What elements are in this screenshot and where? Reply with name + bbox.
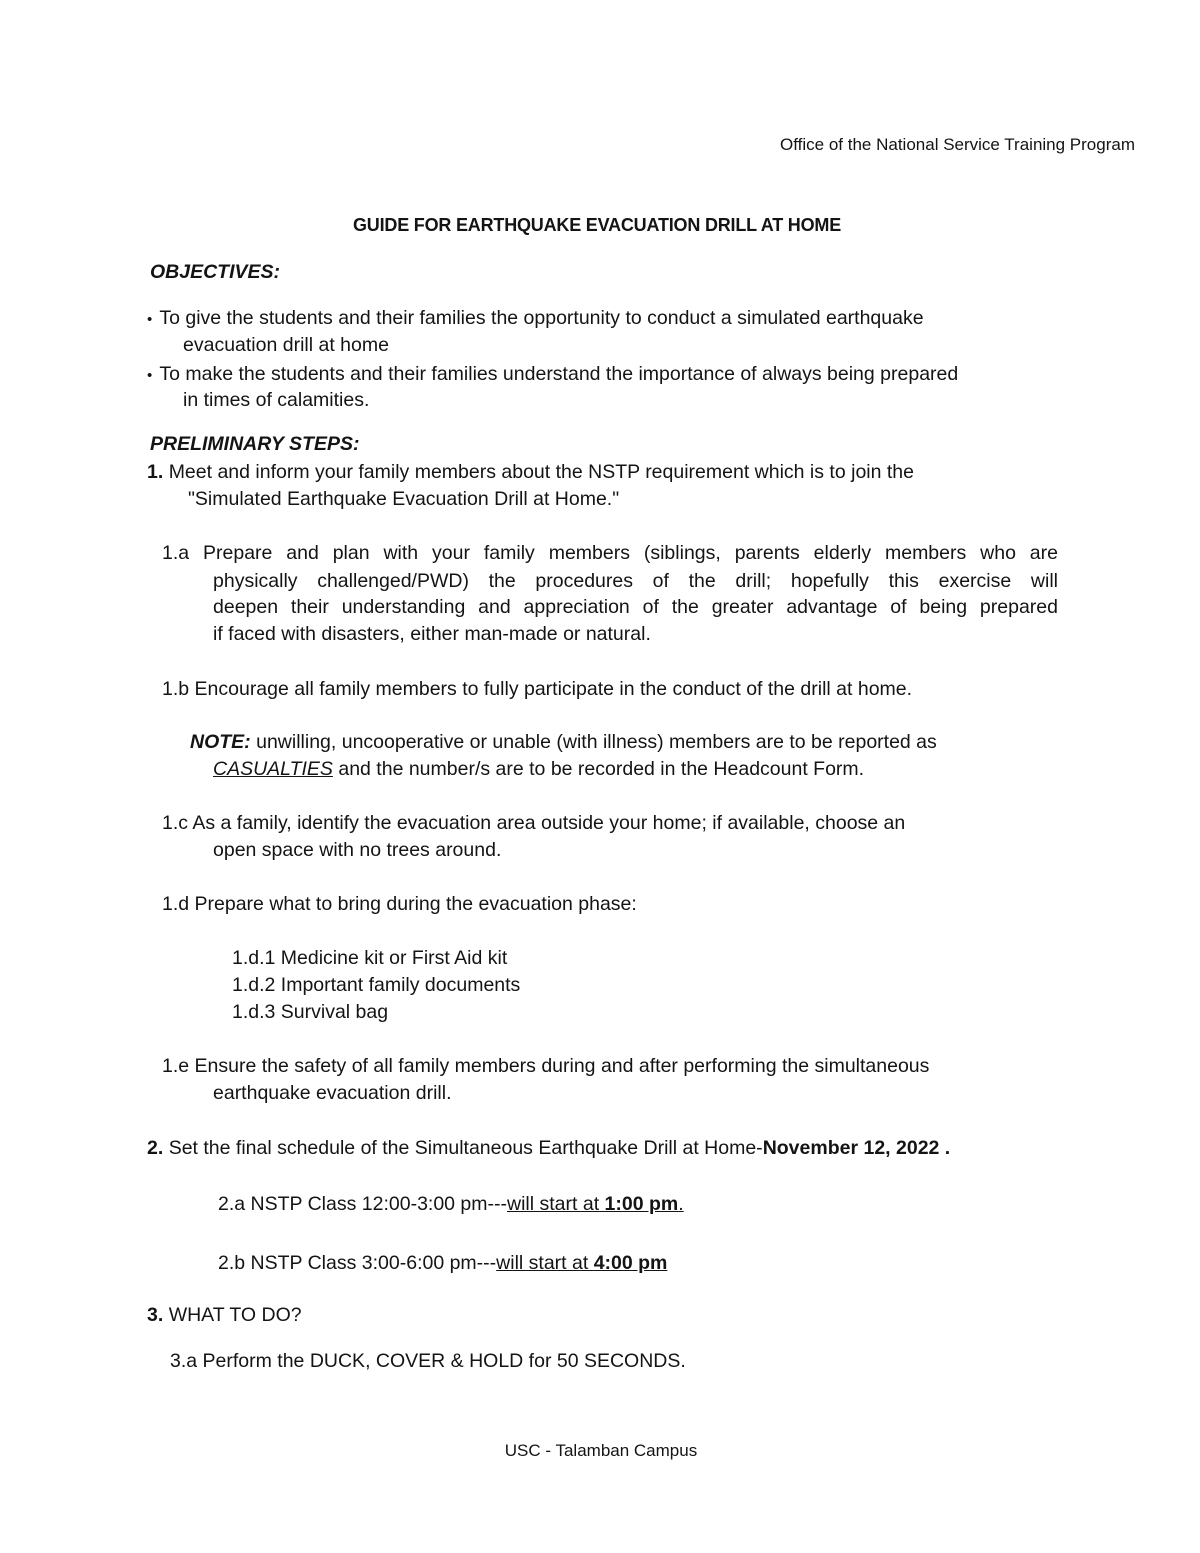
document-title: GUIDE FOR EARTHQUAKE EVACUATION DRILL AT HOME: [353, 215, 841, 235]
step-1e-line-2: earthquake evacuation drill.: [213, 1082, 452, 1104]
step-2a: [218, 1192, 684, 1216]
class-schedule: 2.a NSTP Class 12:00-3:00 pm---: [218, 1193, 508, 1215]
preliminary-steps-heading: PRELIMINARY STEPS:: [150, 433, 360, 455]
objective-item-2: [147, 362, 958, 388]
step-1a-line-4: if faced with disasters, either man-made or natural.: [213, 623, 651, 645]
step-2b: [218, 1251, 667, 1275]
step-number: 1.: [147, 461, 164, 483]
step-number: 3.: [147, 1304, 164, 1326]
objective-item-1-cont: evacuation drill at home: [183, 334, 389, 356]
objective-text: To make the students and their families understand the importance of always being prepared: [159, 363, 959, 385]
step-1c-line-1: 1.c As a family, identify the evacuation area outside your home; if available, choose an: [162, 812, 906, 834]
step-text: Meet and inform your family members about the NSTP requirement which is to join the: [168, 461, 914, 483]
start-label: will start at: [507, 1193, 605, 1215]
step-text: Set the final schedule of the Simultaneous Earthquake Drill at Home-: [168, 1137, 763, 1159]
step-1b: 1.b Encourage all family members to fully participate in the conduct of the drill at home.: [162, 678, 913, 700]
list-item: 1.d.2 Important family documents: [232, 974, 521, 996]
step-1-cont: "Simulated Earthquake Evacuation Drill at Home.": [188, 488, 620, 510]
bullet-icon: •: [147, 367, 153, 384]
casualties-term: CASUALTIES: [213, 758, 333, 780]
drill-date: November 12, 2022 .: [762, 1137, 951, 1159]
footer-campus: USC - Talamban Campus: [504, 1441, 698, 1460]
step-1a-line-2: physically challenged/PWD) the procedures of the drill; hopefully this exercise will: [213, 570, 1058, 592]
note-label: NOTE:: [190, 731, 251, 753]
step-2: [147, 1136, 950, 1160]
step-1a-line-3: deepen their understanding and appreciation of the greater advantage of being prepared: [213, 596, 1058, 618]
list-item: 1.d.1 Medicine kit or First Aid kit: [232, 947, 508, 969]
start-time: 1:00 pm: [604, 1193, 679, 1215]
step-1e-line-1: 1.e Ensure the safety of all family members during and after performing the simultaneous: [162, 1055, 930, 1077]
list-item: 1.d.3 Survival bag: [232, 1001, 389, 1023]
objective-item-2-cont: in times of calamities.: [183, 389, 370, 411]
step-text: WHAT TO DO?: [168, 1304, 302, 1326]
note-line-1: [190, 730, 937, 754]
class-schedule: 2.b NSTP Class 3:00-6:00 pm---: [218, 1252, 497, 1274]
objective-item-1: [147, 306, 924, 332]
step-3a: 3.a Perform the DUCK, COVER & HOLD for 50 SECONDS.: [170, 1350, 686, 1372]
step-number: 2.: [147, 1137, 164, 1159]
note-text: unwilling, uncooperative or unable (with illness) members are to be reported as: [256, 731, 937, 753]
step-1: [147, 460, 914, 484]
step-3: [147, 1303, 302, 1327]
step-1a-line-1: 1.a Prepare and plan with your family members (siblings, parents elderly members who are: [162, 542, 1058, 564]
start-time: 4:00 pm: [593, 1252, 668, 1274]
objectives-heading: OBJECTIVES:: [150, 261, 281, 283]
bullet-icon: •: [147, 311, 153, 328]
start-end: .: [678, 1193, 684, 1215]
start-label: will start at: [496, 1252, 594, 1274]
step-1d: 1.d Prepare what to bring during the evacuation phase:: [162, 893, 637, 915]
objective-text: To give the students and their families the opportunity to conduct a simulated earthquake: [159, 307, 924, 329]
header-office: Office of the National Service Training Program: [780, 135, 1135, 154]
step-1c-line-2: open space with no trees around.: [213, 839, 502, 861]
note-line-2: [213, 757, 864, 781]
note-cont: and the number/s are to be recorded in the Headcount Form.: [338, 758, 865, 780]
